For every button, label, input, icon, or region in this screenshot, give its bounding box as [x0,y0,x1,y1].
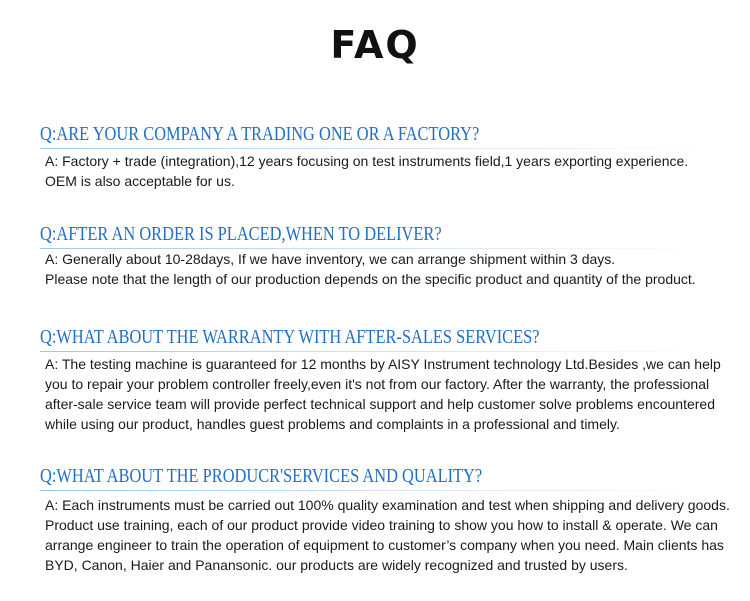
faq-answer [45,354,725,434]
answer-line: A: The testing machine is guaranteed for 12 months by AISY Instrument technology Ltd.Besides ,we can help [45,356,721,372]
answer-line: Please note that the length of our production depends on the specific product and quantity of the product. [45,271,696,287]
section-divider [40,351,712,352]
page-title: FAQ [330,23,420,67]
section-divider [40,490,712,491]
answer-line: Product use training, each of our product provide video training to show you how to install & operate. We can [45,517,718,533]
answer-line: A: Factory + trade (integration),12 years focusing on test instruments field,1 years exporting experience. [45,153,689,169]
answer-line: OEM is also acceptable for us. [45,173,235,189]
answer-line: BYD, Canon, Haier and Panansonic. our products are widely recognized and trusted by users. [45,557,628,573]
answer-line: after-sale service team will provide perfect technical support and help customer solve problems encountered [45,396,716,412]
faq-answer [45,151,725,191]
faq-answer [45,249,725,289]
answer-line: arrange engineer to train the operation of equipment to customer’s company when you need. Main clients has [45,537,724,553]
faq-answer [45,495,730,575]
answer-line: A: Each instruments must be carried out 100% quality examination and test when shipping and delivery goods. [45,497,730,513]
answer-line: you to repair your problem controller freely,even it's not from our factory. After the warranty, the professional [45,376,710,392]
faq-question: Q:AFTER AN ORDER IS PLACED,WHEN TO DELIVER? [40,223,442,245]
answer-line: while using our product, handles guest problems and complaints in a professional and timely. [45,416,620,432]
faq-question: Q:ARE YOUR COMPANY A TRADING ONE OR A FACTORY? [40,123,480,145]
section-divider [40,148,712,149]
answer-line: A: Generally about 10-28days, If we have inventory, we can arrange shipment within 3 days. [45,251,616,267]
faq-question: Q:WHAT ABOUT THE PRODUCR'SERVICES AND QUALITY? [40,465,483,487]
faq-question: Q:WHAT ABOUT THE WARRANTY WITH AFTER-SALES SERVICES? [40,326,540,348]
